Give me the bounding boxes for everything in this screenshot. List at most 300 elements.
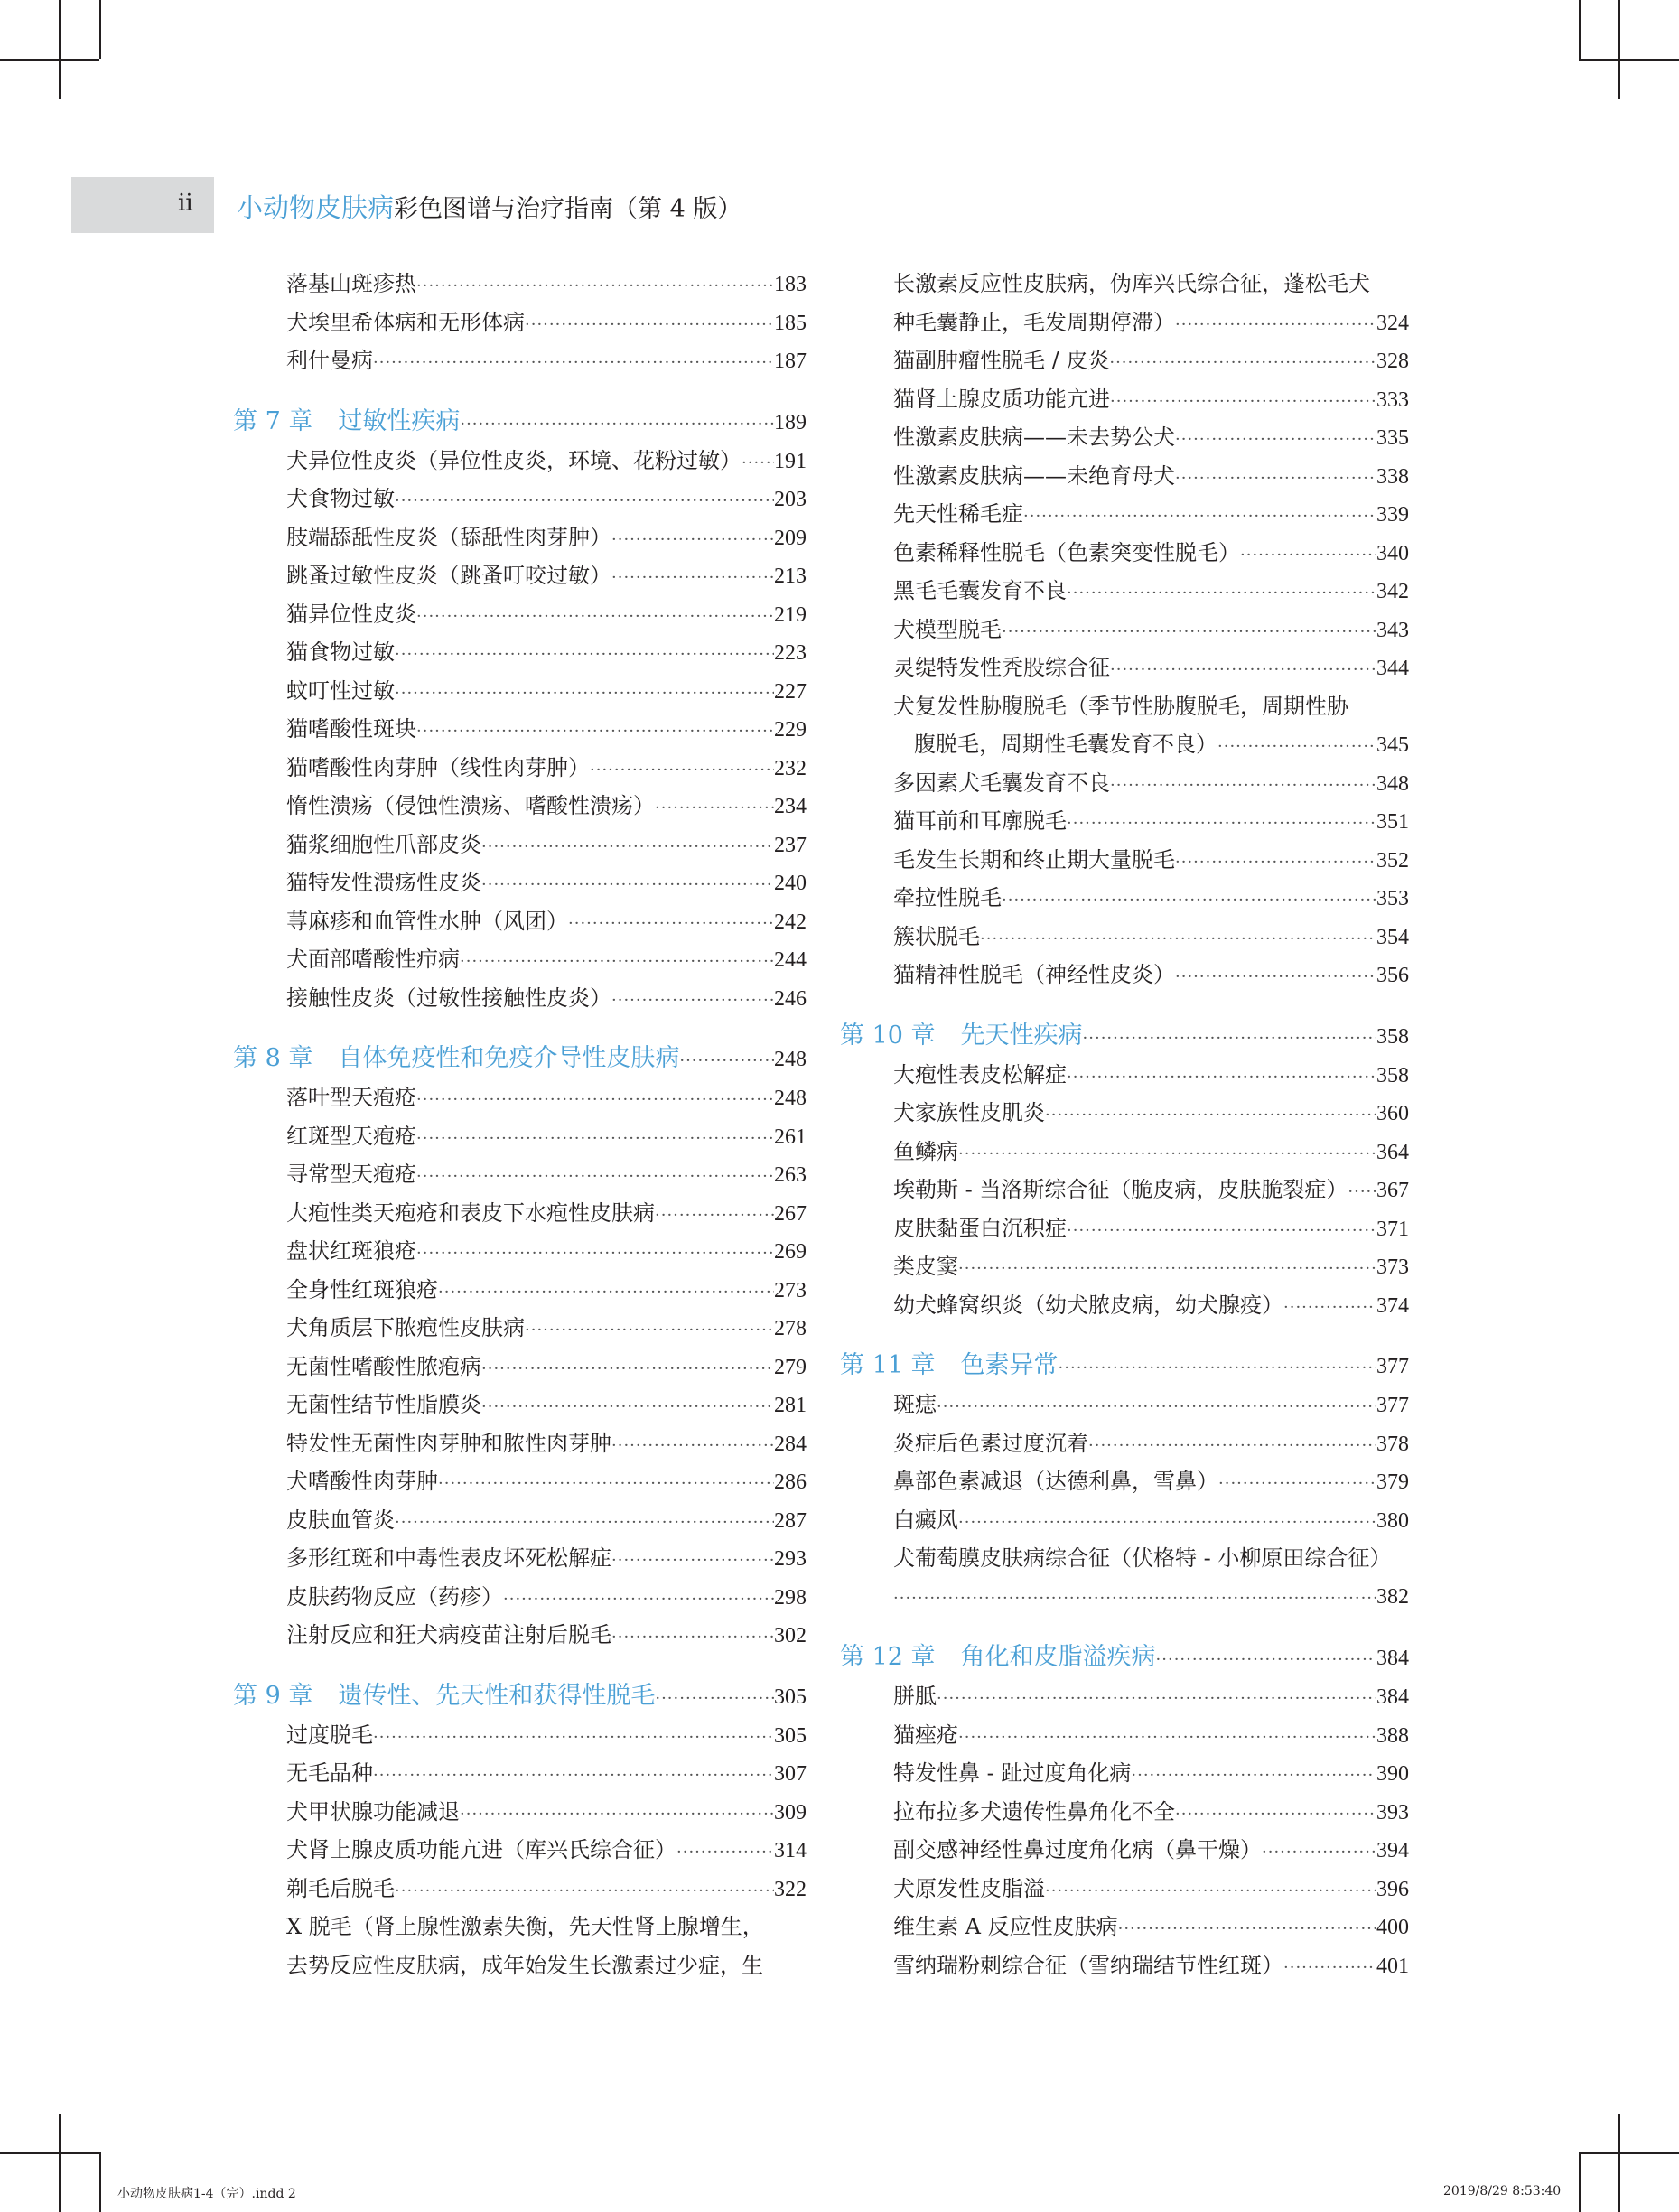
entry-title: 利什曼病 <box>286 348 373 373</box>
toc-entry <box>233 1348 807 1386</box>
page-ref: 183 <box>774 273 807 296</box>
chapter-title: 角化和皮脂溢疾病 <box>960 1643 1156 1671</box>
toc-entry <box>840 303 1409 342</box>
entry-title: 猫精神性脱毛（神经性皮炎） <box>893 962 1175 987</box>
page-ref: 378 <box>1376 1432 1409 1456</box>
page-ref: 302 <box>774 1624 807 1647</box>
leader-dots <box>1067 805 1376 844</box>
leader-dots <box>503 1581 774 1619</box>
toc-entry <box>840 572 1409 611</box>
page-ref: 374 <box>1376 1293 1409 1318</box>
entry-title: 副交感神经性鼻过度角化病（鼻干燥） <box>893 1837 1262 1862</box>
entry-title: 落基山斑疹热 <box>286 271 416 296</box>
leader-dots <box>1175 460 1376 499</box>
entry-title: 多因素犬毛囊发育不良 <box>893 770 1110 796</box>
toc-entry <box>840 495 1409 534</box>
crop-mark <box>1579 59 1679 61</box>
entry-title: 毛发生长期和终止期大量脱毛 <box>893 846 1175 873</box>
page-ref: 232 <box>774 756 807 780</box>
page-ref: 352 <box>1376 848 1409 873</box>
toc-entry <box>233 1908 807 1946</box>
crop-mark <box>0 2152 99 2154</box>
toc-entry <box>840 764 1409 803</box>
chapter-title: 先天性疾病 <box>960 1021 1083 1050</box>
leader-dots <box>395 636 774 675</box>
leader-dots <box>1283 1289 1376 1328</box>
entry-title: 皮肤药物反应（药疹） <box>286 1583 503 1610</box>
leader-dots <box>1088 1427 1376 1466</box>
leader-dots <box>937 1680 1376 1719</box>
leader-dots <box>679 1041 774 1081</box>
leader-dots <box>1110 383 1376 422</box>
toc-entry <box>233 710 807 749</box>
page-ref: 269 <box>774 1240 807 1264</box>
chapter-title: 自体免疫性和免疫介导性皮肤病 <box>338 1044 680 1072</box>
toc-entry <box>233 1831 807 1870</box>
page-ref: 223 <box>774 641 807 665</box>
entry-title: 性激素皮肤病——未去势公犬 <box>893 425 1175 450</box>
toc-entry <box>840 341 1409 380</box>
toc-entry <box>233 1578 807 1617</box>
leader-dots <box>1175 844 1376 882</box>
toc-entry <box>840 1501 1409 1540</box>
toc-entry <box>840 687 1409 726</box>
toc-entry <box>840 457 1409 496</box>
entry-title: 大疱性表皮松解症 <box>893 1061 1067 1087</box>
footer-file-name: 小动物皮肤病1-4（完）.indd 2 <box>117 2187 296 2201</box>
toc-entry <box>233 1309 807 1348</box>
crop-mark <box>59 0 61 99</box>
toc-entry <box>233 826 807 864</box>
leader-dots <box>958 1504 1376 1543</box>
chapter-number: 第 10 章 <box>840 1021 936 1050</box>
page-ref: 358 <box>1376 1024 1409 1049</box>
toc-entry <box>840 1094 1409 1133</box>
chapter-number: 第 7 章 <box>233 406 313 435</box>
entry-title: 种毛囊静止，毛发周期停滞） <box>893 309 1175 335</box>
page-ref: 343 <box>1376 618 1409 642</box>
entry-title: 无毛品种 <box>286 1760 373 1786</box>
page-ref: 393 <box>1376 1800 1409 1825</box>
entry-title: 寻常型天疱疮 <box>286 1162 416 1187</box>
leader-dots <box>1175 306 1376 345</box>
chapter-number: 第 8 章 <box>233 1044 313 1072</box>
entry-title: 簇状脱毛 <box>893 923 980 949</box>
entry-title: 剃毛后脱毛 <box>286 1875 395 1901</box>
leader-dots <box>416 1120 774 1159</box>
page-ref: 373 <box>1376 1255 1409 1279</box>
page-ref: 287 <box>774 1508 807 1533</box>
crop-mark <box>59 2114 61 2212</box>
page-ref: 191 <box>774 449 807 473</box>
toc-entry <box>840 802 1409 841</box>
toc-entry <box>233 595 807 634</box>
leader-dots <box>1131 1757 1376 1796</box>
page-ref: 261 <box>774 1125 807 1149</box>
leader-dots <box>1283 1949 1376 1988</box>
toc-entry <box>233 480 807 518</box>
toc-entry <box>840 725 1409 764</box>
toc-entry <box>233 672 807 711</box>
toc-entry <box>233 1870 807 1909</box>
toc-entry <box>840 841 1409 880</box>
entry-title: 雪纳瑞粉刺综合征（雪纳瑞结节性红斑） <box>893 1952 1283 1978</box>
chapter-title: 遗传性、先天性和获得性脱毛 <box>338 1681 656 1710</box>
toc-chapter-heading <box>233 402 807 442</box>
page-ref: 371 <box>1376 1217 1409 1241</box>
page-ref: 203 <box>774 488 807 511</box>
book-title-accent: 小动物皮肤病 <box>237 192 395 223</box>
toc-entry <box>840 1539 1409 1578</box>
entry-title: 多形红斑和中毒性表皮坏死松解症 <box>286 1545 611 1571</box>
toc-entry <box>233 1424 807 1463</box>
page-ref: 324 <box>1376 311 1409 335</box>
toc-entry <box>840 380 1409 419</box>
leader-dots <box>1110 651 1376 690</box>
page-ref: 305 <box>774 1723 807 1748</box>
entry-title: 腹脱毛，周期性毛囊发育不良） <box>914 732 1217 757</box>
toc-entry <box>840 956 1409 994</box>
leader-dots <box>655 1197 774 1236</box>
toc-entry <box>233 265 807 303</box>
entry-title: 全身性红斑狼疮 <box>286 1276 438 1302</box>
toc-entry <box>840 1386 1409 1424</box>
toc-entry <box>840 534 1409 573</box>
leader-dots <box>438 1465 774 1504</box>
page-ref: 187 <box>774 350 807 373</box>
page-ref: 384 <box>1376 1685 1409 1709</box>
page-ref: 400 <box>1376 1916 1409 1939</box>
leader-dots <box>1240 537 1376 575</box>
entry-title: 埃勒斯 - 当洛斯综合征（脆皮病，皮肤脆裂症） <box>893 1177 1348 1202</box>
entry-title: 先天性稀毛症 <box>893 501 1023 527</box>
page-ref: 333 <box>1376 387 1409 412</box>
toc-entry <box>840 1793 1409 1832</box>
toc-entry <box>233 1462 807 1501</box>
page-ref: 246 <box>774 986 807 1011</box>
toc-entry <box>840 1946 1409 1985</box>
entry-title: 皮肤血管炎 <box>286 1507 395 1533</box>
page-ref: 278 <box>774 1317 807 1340</box>
entry-title: 犬嗜酸性肉芽肿 <box>286 1469 438 1494</box>
entry-title: 性激素皮肤病——未绝育母犬 <box>893 462 1175 489</box>
page-ref: 237 <box>774 833 807 857</box>
leader-dots <box>742 444 774 483</box>
leader-dots <box>1156 1640 1376 1680</box>
running-title <box>237 188 742 225</box>
page-ref: 354 <box>1376 925 1409 949</box>
leader-dots <box>1262 1834 1376 1872</box>
entry-title: 鼻部色素减退（达德利鼻，雪鼻） <box>893 1469 1218 1494</box>
entry-title: 猫副肿瘤性脱毛 / 皮炎 <box>893 348 1110 373</box>
leader-dots <box>676 1834 774 1872</box>
entry-title: 大疱性类天疱疮和表皮下水疱性皮肤病 <box>286 1199 655 1226</box>
leader-dots <box>416 1235 774 1274</box>
toc-entry <box>233 1386 807 1424</box>
leader-dots <box>1002 613 1376 652</box>
entry-title: 特发性鼻 - 趾过度角化病 <box>893 1760 1132 1786</box>
entry-title: 红斑型天疱疮 <box>286 1123 416 1149</box>
toc-entry <box>840 1209 1409 1248</box>
entry-title: 胼胝 <box>893 1684 937 1709</box>
toc-entry <box>840 1424 1409 1463</box>
toc-chapter-heading <box>840 1346 1409 1386</box>
leader-dots <box>893 1580 1376 1619</box>
crop-mark <box>1579 0 1581 59</box>
toc-entry <box>840 1578 1409 1617</box>
leader-dots <box>568 905 774 944</box>
page-ref: 396 <box>1376 1877 1409 1901</box>
toc-entry <box>233 902 807 941</box>
page-ref: 377 <box>1376 1355 1409 1378</box>
page-ref: 219 <box>774 602 807 627</box>
toc-entry <box>840 1247 1409 1286</box>
toc-entry <box>840 1056 1409 1095</box>
leader-dots <box>1118 1910 1376 1949</box>
toc-entry <box>233 518 807 557</box>
leader-dots <box>611 521 774 560</box>
page-ref: 382 <box>1376 1584 1409 1609</box>
leader-dots <box>1175 958 1376 997</box>
leader-dots <box>416 713 774 751</box>
entry-title: 跳蚤过敏性皮炎（跳蚤叮咬过敏） <box>286 563 611 588</box>
toc-entry <box>840 265 1409 303</box>
page-ref: 322 <box>774 1877 807 1901</box>
entry-title: 猫嗜酸性斑块 <box>286 716 416 742</box>
toc-left-column <box>233 265 807 1984</box>
crop-mark <box>1579 2152 1581 2212</box>
page-ref: 364 <box>1376 1140 1409 1164</box>
page-ref: 209 <box>774 526 807 550</box>
toc-entry <box>233 1232 807 1271</box>
entry-title: 犬角质层下脓疱性皮肤病 <box>286 1315 525 1340</box>
leader-dots <box>481 1350 774 1389</box>
toc-entry <box>233 341 807 380</box>
chapter-title: 过敏性疾病 <box>338 406 461 435</box>
leader-dots <box>416 1158 774 1197</box>
leader-dots <box>1067 574 1376 613</box>
entry-title: 无菌性结节性脂膜炎 <box>286 1392 481 1417</box>
leader-dots <box>1348 1173 1376 1212</box>
chapter-number: 第 12 章 <box>840 1643 936 1671</box>
entry-title: 猫浆细胞性爪部皮炎 <box>286 831 481 857</box>
entry-title: 炎症后色素过度沉着 <box>893 1430 1088 1456</box>
crop-mark <box>1618 2114 1620 2212</box>
leader-dots <box>611 559 774 598</box>
toc-entry <box>233 1946 807 1985</box>
entry-title: 犬食物过敏 <box>286 486 395 511</box>
toc-entry <box>233 442 807 481</box>
leader-dots <box>611 1619 774 1657</box>
leader-dots <box>958 1719 1376 1758</box>
entry-title: 维生素 A 反应性皮肤病 <box>893 1914 1118 1939</box>
entry-title: 猫嗜酸性肉芽肿（线性肉芽肿） <box>286 754 590 780</box>
leader-dots <box>416 598 774 637</box>
page-ref: 244 <box>774 948 807 972</box>
entry-title: 犬家族性皮肌炎 <box>893 1100 1045 1125</box>
leader-dots <box>481 828 774 867</box>
toc-entry <box>233 303 807 342</box>
page-ref: 240 <box>774 872 807 895</box>
toc-right-column <box>840 265 1409 1984</box>
page-ref: 394 <box>1376 1839 1409 1862</box>
leader-dots <box>1067 1059 1376 1097</box>
toc-entry <box>840 1286 1409 1325</box>
toc-entry <box>840 918 1409 957</box>
page-ref: 293 <box>774 1547 807 1571</box>
page-ref: 344 <box>1376 657 1409 680</box>
page-ref: 229 <box>774 718 807 742</box>
page-ref: 339 <box>1376 503 1409 527</box>
toc-entry <box>840 1133 1409 1171</box>
toc-entry <box>840 418 1409 457</box>
leader-dots <box>655 1679 774 1719</box>
page-ref: 242 <box>774 910 807 934</box>
page-ref: 356 <box>1376 964 1409 987</box>
leader-dots <box>1175 1796 1376 1834</box>
leader-dots <box>958 1135 1376 1174</box>
toc-entry <box>233 1078 807 1117</box>
leader-dots <box>525 1311 774 1350</box>
page-ref: 367 <box>1376 1179 1409 1202</box>
toc-entry <box>233 633 807 672</box>
toc-entry <box>233 1616 807 1655</box>
book-title-rest: 彩色图谱与治疗指南（第 4 版） <box>394 195 742 223</box>
entry-title: 接触性皮炎（过敏性接触性皮炎） <box>286 985 611 1011</box>
toc-entry <box>233 979 807 1018</box>
page-ref: 390 <box>1376 1762 1409 1786</box>
page-ref: 309 <box>774 1800 807 1825</box>
toc-entry <box>840 1870 1409 1909</box>
entry-title: 犬复发性胁腹脱毛（季节性胁腹脱毛，周期性胁 <box>893 693 1348 719</box>
entry-title: 幼犬蜂窝织炎（幼犬脓皮病，幼犬腺疫） <box>893 1292 1283 1318</box>
entry-title: 长激素反应性皮肤病，伪库兴氏综合征，蓬松毛犬 <box>893 271 1370 296</box>
entry-title: 盘状红斑狼疮 <box>286 1238 416 1264</box>
page-ref: 248 <box>774 1048 807 1071</box>
page-ref: 284 <box>774 1432 807 1456</box>
entry-title: 犬面部嗜酸性疖病 <box>286 947 460 972</box>
toc-entry <box>233 1155 807 1194</box>
leader-dots <box>1109 344 1376 383</box>
page-ref: 305 <box>774 1685 807 1709</box>
entry-title: X 脱毛（肾上腺性激素失衡，先天性肾上腺增生， <box>286 1914 764 1939</box>
leader-dots <box>611 982 774 1021</box>
page-ref: 328 <box>1376 350 1409 373</box>
page-ref: 314 <box>774 1839 807 1862</box>
toc-entry <box>840 1716 1409 1755</box>
leader-dots <box>373 1757 774 1796</box>
entry-title: 皮肤黏蛋白沉积症 <box>893 1215 1067 1241</box>
leader-dots <box>655 789 774 828</box>
toc-entry <box>233 1793 807 1832</box>
page-ref: 189 <box>774 410 807 434</box>
page-ref: 298 <box>774 1585 807 1610</box>
crop-mark <box>99 0 101 59</box>
entry-title: 白癜风 <box>893 1507 958 1533</box>
toc-entry <box>840 1754 1409 1793</box>
entry-title: 猫痤疮 <box>893 1722 958 1748</box>
toc-entry <box>233 556 807 595</box>
leader-dots <box>395 675 774 714</box>
leader-dots <box>481 866 774 905</box>
page-ref: 234 <box>774 795 807 818</box>
leader-dots <box>395 1872 774 1911</box>
crop-mark <box>1579 2152 1679 2154</box>
entry-title: 灵缇特发性秃股综合征 <box>893 655 1110 680</box>
entry-title: 黑毛毛囊发育不良 <box>893 578 1067 603</box>
toc-entry <box>233 749 807 788</box>
leader-dots <box>590 751 774 790</box>
leader-dots <box>460 1796 774 1834</box>
chapter-number: 第 11 章 <box>840 1351 936 1379</box>
leader-dots <box>937 1388 1376 1427</box>
leader-dots <box>958 1250 1376 1289</box>
toc-entry <box>840 1908 1409 1946</box>
toc-entry <box>233 1539 807 1578</box>
entry-title: 无菌性嗜酸性脓疱病 <box>286 1353 481 1379</box>
page-number: ii <box>178 190 193 217</box>
leader-dots <box>1110 767 1376 806</box>
page-ref: 213 <box>774 565 807 588</box>
leader-dots <box>1067 1212 1376 1251</box>
leader-dots <box>481 1388 774 1427</box>
page-ref: 388 <box>1376 1723 1409 1748</box>
crop-mark <box>99 2152 101 2212</box>
entry-title: 惰性溃疡（侵蚀性溃疡、嗜酸性溃疡） <box>286 793 655 818</box>
leader-dots <box>460 405 774 444</box>
page-ref: 342 <box>1376 580 1409 603</box>
toc-entry <box>233 1271 807 1310</box>
leader-dots <box>1023 498 1376 537</box>
leader-dots <box>460 943 774 982</box>
toc-chapter-heading <box>233 1676 807 1716</box>
page-ref: 351 <box>1376 810 1409 834</box>
footer-timestamp: 2019/8/29 8:53:40 <box>1443 2184 1562 2198</box>
page-ref: 358 <box>1376 1063 1409 1087</box>
entry-title: 犬肾上腺皮质功能亢进（库兴氏综合征） <box>286 1837 676 1862</box>
page-ref: 353 <box>1376 887 1409 910</box>
entry-title: 荨麻疹和血管性水肿（风团） <box>286 908 568 934</box>
page-ref: 338 <box>1376 464 1409 489</box>
entry-title: 落叶型天疱疮 <box>286 1085 416 1110</box>
page-ref: 286 <box>774 1470 807 1494</box>
leader-dots <box>416 267 774 306</box>
toc-entry <box>233 1754 807 1793</box>
crop-mark <box>0 59 99 61</box>
entry-title: 注射反应和狂犬病疫苗注射后脱毛 <box>286 1622 611 1647</box>
leader-dots <box>1045 1872 1376 1911</box>
entry-title: 去势反应性皮肤病，成年始发生长激素过少症，生 <box>286 1952 763 1978</box>
toc-entry <box>840 1462 1409 1501</box>
page-ref: 340 <box>1376 541 1409 565</box>
entry-title: 色素稀释性脱毛（色素突变性脱毛） <box>893 539 1240 565</box>
leader-dots <box>1083 1019 1376 1059</box>
leader-dots <box>395 1504 774 1543</box>
entry-title: 蚊叮性过敏 <box>286 677 395 704</box>
toc-entry <box>233 1501 807 1540</box>
leader-dots <box>395 482 774 521</box>
leader-dots <box>611 1427 774 1466</box>
page-ref: 307 <box>774 1762 807 1786</box>
leader-dots <box>373 1719 774 1758</box>
toc-entry <box>233 940 807 979</box>
toc-chapter-heading <box>840 1016 1409 1056</box>
entry-title: 犬葡萄膜皮肤病综合征（伏格特 - 小柳原田综合征） <box>893 1545 1392 1571</box>
entry-title: 类皮窦 <box>893 1254 958 1279</box>
leader-dots <box>1045 1097 1376 1135</box>
page-ref: 348 <box>1376 771 1409 796</box>
entry-title: 猫特发性溃疡性皮炎 <box>286 870 481 895</box>
